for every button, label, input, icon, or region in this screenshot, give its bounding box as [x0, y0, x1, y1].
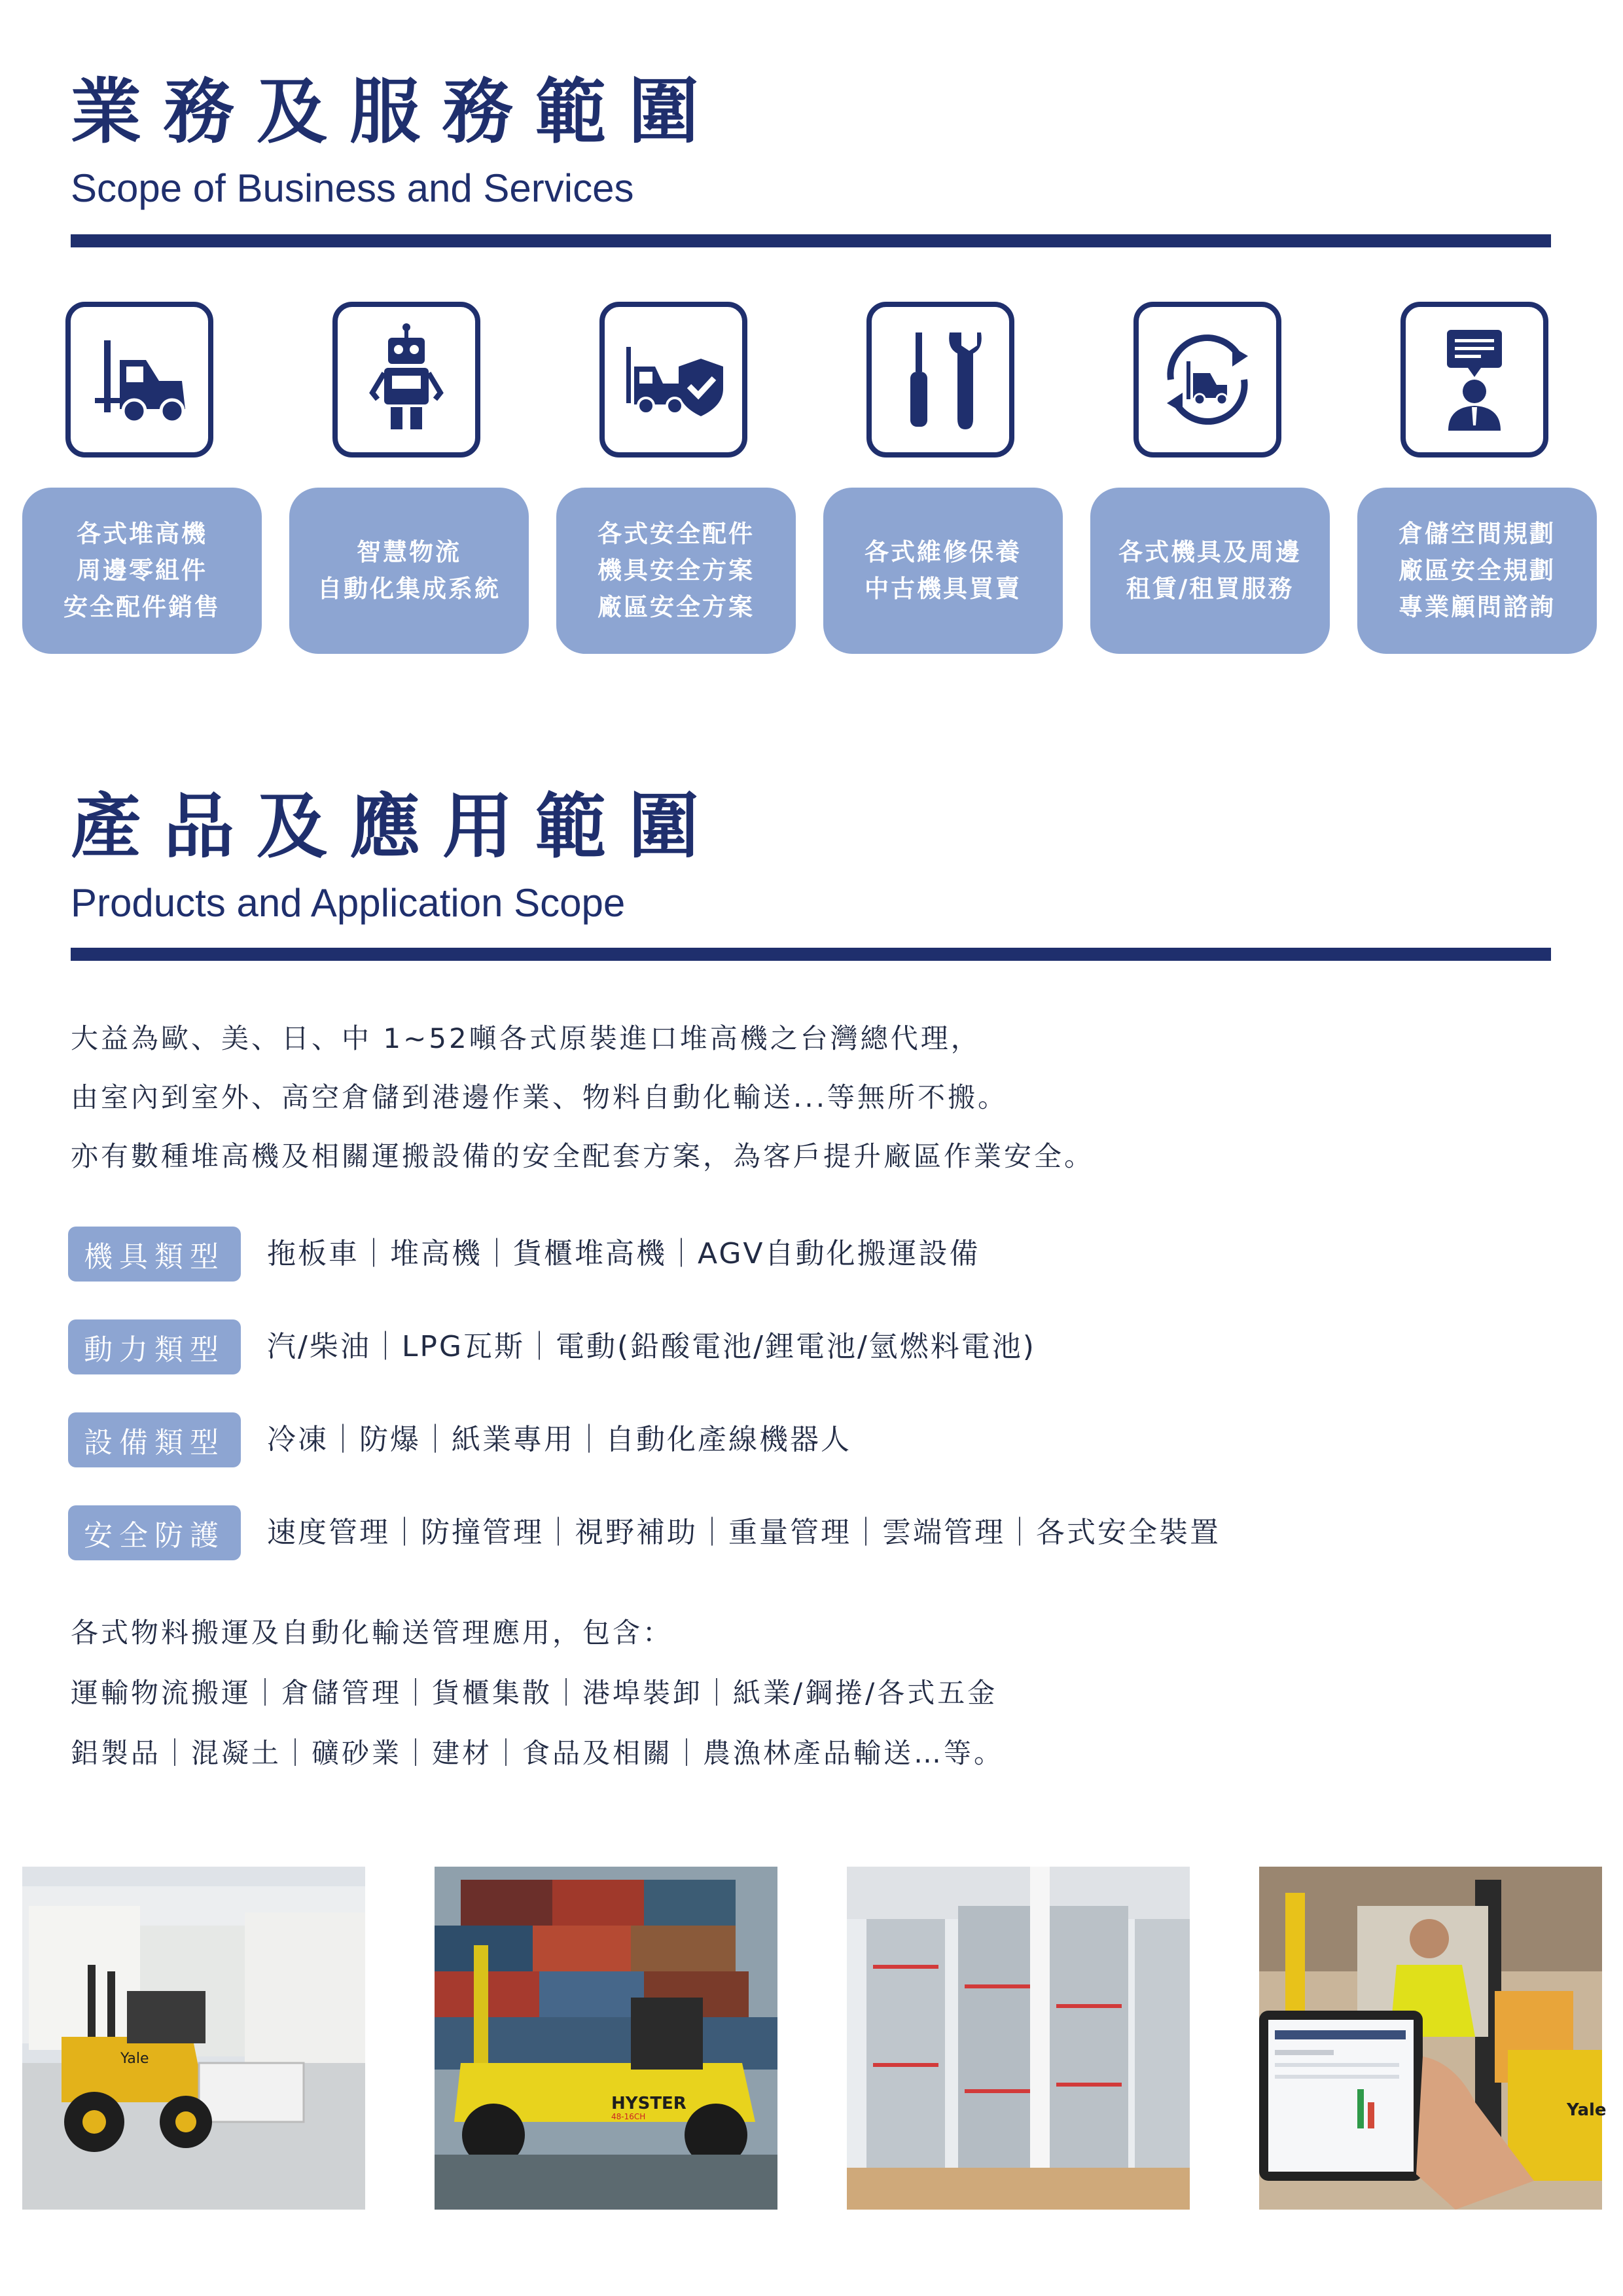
tag-safety-protection: 安全防護	[68, 1505, 241, 1560]
service-item-safety	[556, 488, 796, 654]
service-item-forklift-sales	[22, 488, 262, 654]
service-line: 自動化集成系統	[317, 575, 501, 603]
forklift-icon	[65, 302, 213, 457]
tag-device-type: 設備類型	[68, 1412, 241, 1467]
service-line: 各式機具及周邊	[1118, 538, 1302, 566]
applications-line: 鋁製品｜混凝土｜礦砂業｜建材｜食品及相關｜農漁林產品輸送…等。	[71, 1737, 1005, 1769]
yale-brand-label: Yale	[120, 2051, 149, 2067]
service-item-consulting	[1357, 488, 1597, 654]
service-line: 租賃/租買服務	[1126, 575, 1294, 603]
service-item-rental	[1090, 488, 1330, 654]
tools-icon	[866, 302, 1014, 457]
forklift-cycle-icon	[1133, 302, 1281, 457]
service-line: 各式堆高機	[77, 520, 207, 548]
consultant-icon	[1400, 302, 1548, 457]
yale-tablet-brand-label: Yale	[1567, 2100, 1607, 2120]
service-line: 廠區安全規劃	[1399, 556, 1556, 584]
service-line: 專業顧問諮詢	[1399, 593, 1556, 621]
service-line: 各式維修保養	[865, 538, 1022, 566]
service-line: 中古機具買賣	[865, 575, 1022, 603]
tag-power-type: 動力類型	[68, 1319, 241, 1374]
business-divider	[71, 234, 1551, 247]
tag-equipment-type: 機具類型	[68, 1227, 241, 1282]
intro-line: 亦有數種堆高機及相關運搬設備的安全配套方案，為客戶提升廠區作業安全。	[71, 1140, 1095, 1172]
photo-container-handler	[435, 1867, 777, 2210]
forklift-shield-icon	[599, 302, 747, 457]
applications-line: 各式物料搬運及自動化輸送管理應用，包含：	[71, 1617, 673, 1649]
service-line: 機具安全方案	[597, 556, 755, 584]
service-line: 智慧物流	[357, 538, 461, 566]
photo-paper-forklift	[22, 1867, 365, 2210]
hyster-brand-label: HYSTER	[611, 2094, 687, 2113]
products-divider	[71, 948, 1551, 961]
business-subtitle: Scope of Business and Services	[71, 166, 634, 210]
service-line: 廠區安全方案	[597, 593, 755, 621]
hyster-model-label: 48-16CH	[611, 2112, 646, 2121]
service-line: 周邊零組件	[77, 556, 207, 584]
service-item-maintenance	[823, 488, 1063, 654]
intro-line: 大益為歐、美、日、中 1~52噸各式原裝進口堆高機之台灣總代理，	[71, 1022, 981, 1054]
photo-tablet-forklift	[1259, 1867, 1607, 2210]
business-title: 業務及服務範圍	[71, 71, 722, 153]
robot-icon	[332, 302, 480, 457]
power-type-list: 汽/柴油｜LPG瓦斯｜電動(鉛酸電池/鋰電池/氫燃料電池)	[267, 1330, 1036, 1363]
service-item-automation	[289, 488, 529, 654]
products-title: 產品及應用範圍	[71, 786, 722, 868]
applications-line: 運輸物流搬運｜倉儲管理｜貨櫃集散｜港埠裝卸｜紙業/鋼捲/各式五金	[71, 1677, 998, 1709]
service-line: 各式安全配件	[597, 520, 755, 548]
device-type-list: 冷凍｜防爆｜紙業專用｜自動化產線機器人	[267, 1423, 851, 1456]
equipment-type-list: 拖板車｜堆高機｜貨櫃堆高機｜AGV自動化搬運設備	[267, 1237, 980, 1270]
safety-protection-list: 速度管理｜防撞管理｜視野補助｜重量管理｜雲端管理｜各式安全裝置	[267, 1516, 1221, 1549]
service-line: 倉儲空間規劃	[1399, 520, 1556, 548]
products-subtitle: Products and Application Scope	[71, 881, 626, 925]
service-line: 安全配件銷售	[63, 593, 221, 621]
intro-line: 由室內到室外、高空倉儲到港邊作業、物料自動化輸送...等無所不搬。	[71, 1081, 1008, 1113]
photo-automated-warehouse	[847, 1867, 1190, 2210]
